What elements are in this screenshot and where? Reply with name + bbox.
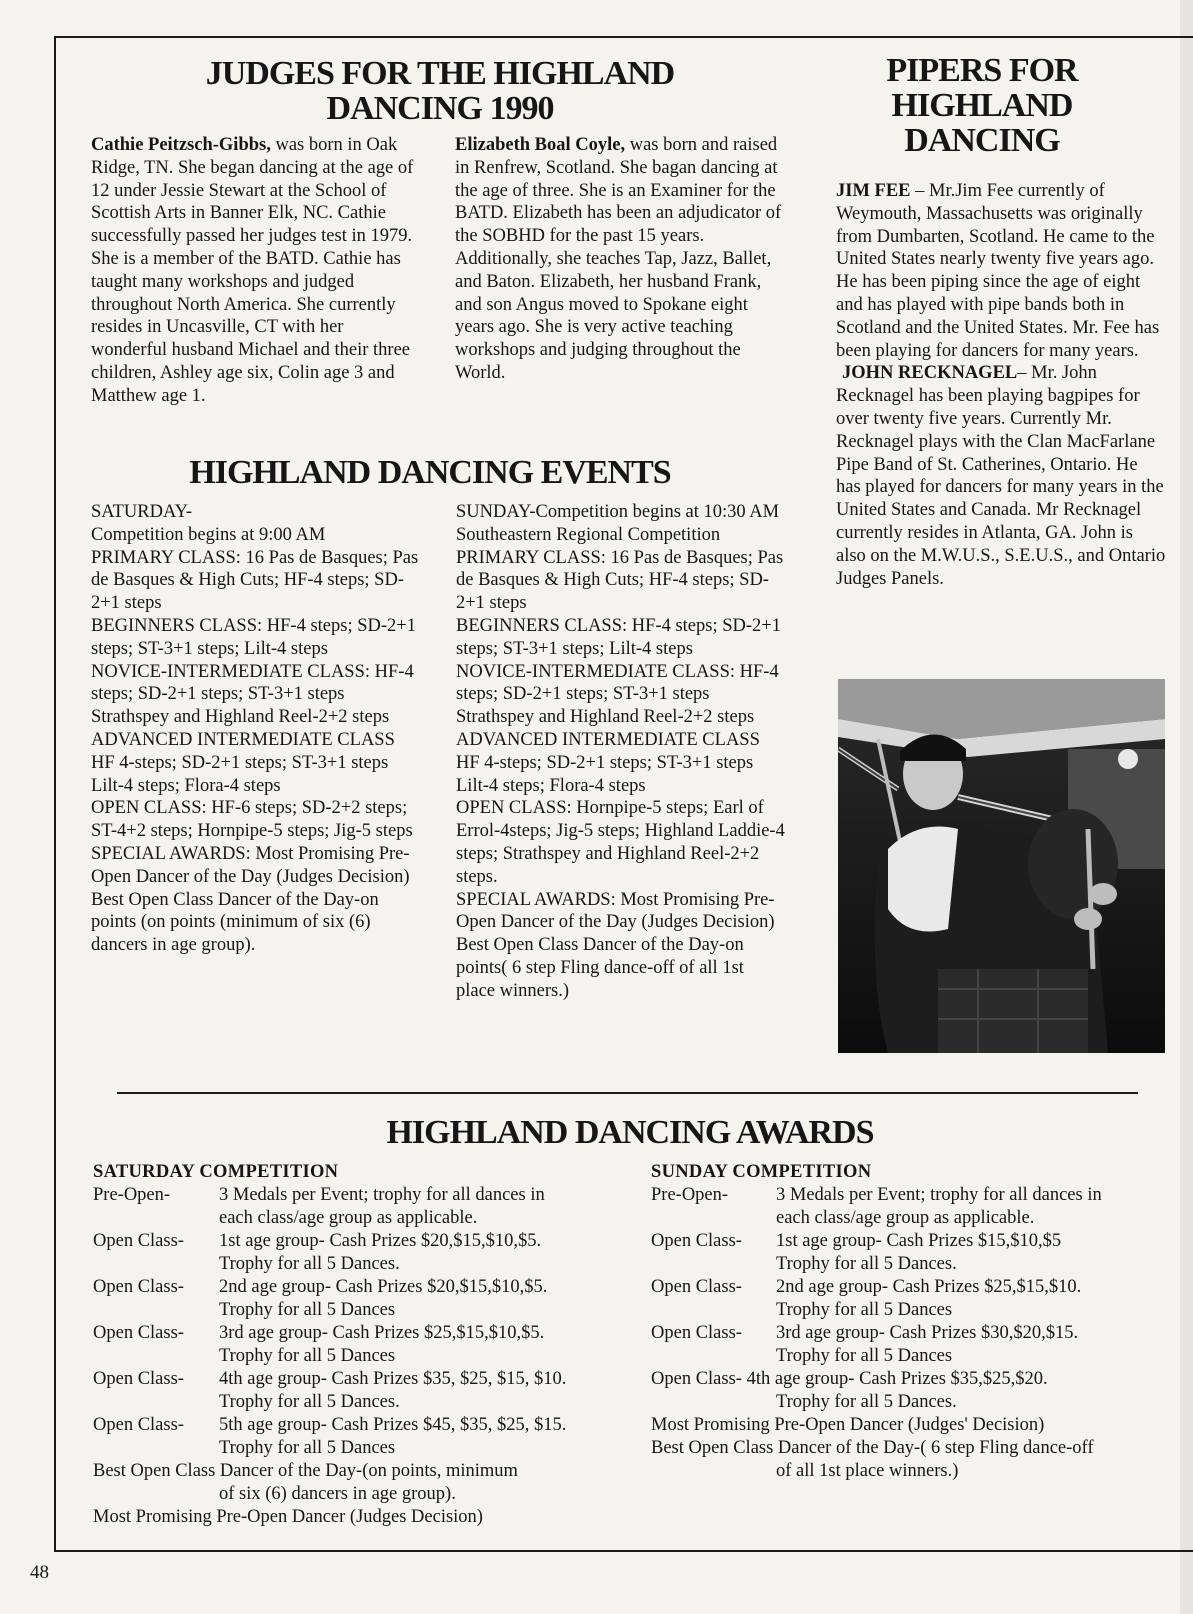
award-line: Trophy for all 5 Dances. — [219, 1392, 400, 1412]
sunday-awards — [651, 1161, 1171, 1483]
sunday-event-line: OPEN CLASS: Hornpipe-5 steps; Earl of Errol-4steps; Jig-5 steps; Highland Laddie-4 steps; Strathspey and Highland Reel-2+2 steps. — [456, 798, 785, 887]
piper-name: JOHN RECKNAGEL — [842, 363, 1018, 384]
award-line: 3rd age group- Cash Prizes $30,$20,$15. — [776, 1323, 1079, 1343]
award-label: Open Class- — [651, 1231, 742, 1251]
saturday-event-line: Competition begins at 9:00 AM — [91, 524, 326, 545]
saturday-best-open-cont: of six (6) dancers in age group). — [219, 1484, 456, 1504]
saturday-events — [91, 501, 421, 957]
piper-bio-text: – Mr.Jim Fee currently of Weymouth, Massachusetts was originally from Dumbarten, Scotland. He came to the United States nearly twenty five years ago. He has been piping since the age of eight and has played with pipe bands both in Scotland and the United States. Mr. Fee has been playing for dancers for many years. — [836, 181, 1160, 361]
piper-bios — [836, 180, 1166, 590]
award-row — [93, 1414, 633, 1460]
award-line: 1st age group- Cash Prizes $20,$15,$10,$5. — [219, 1231, 542, 1251]
award-row — [651, 1184, 1171, 1230]
sunday-event-line: ADVANCED INTERMEDIATE CLASS HF 4-steps; SD-2+1 steps; ST-3+1 steps Lilt-4 steps; Flora-4 steps — [456, 729, 760, 796]
judges-heading: JUDGES FOR THE HIGHLAND DANCING 1990 — [205, 55, 675, 127]
award-label: Open Class- — [93, 1415, 184, 1435]
saturday-event-line: NOVICE-INTERMEDIATE CLASS: HF-4 steps; SD-2+1 steps; ST-3+1 steps Strathspey and Highland Reel-2+2 steps — [91, 661, 414, 728]
award-label: Open Class- — [651, 1323, 742, 1343]
award-row — [651, 1230, 1171, 1276]
saturday-awards-heading: SATURDAY COMPETITION — [93, 1162, 339, 1182]
award-row — [93, 1230, 633, 1276]
sunday-events — [456, 501, 786, 1003]
sunday-best-open: Best Open Class Dancer of the Day-( 6 step Fling dance-off — [651, 1438, 1094, 1458]
award-line: Trophy for all 5 Dances — [219, 1300, 396, 1320]
award-label: Open Class- — [93, 1369, 184, 1389]
award-line: 3rd age group- Cash Prizes $25,$15,$10,$5. — [219, 1323, 545, 1343]
saturday-event-line: OPEN CLASS: HF-6 steps; SD-2+2 steps; ST-4+2 steps; Hornpipe-5 steps; Jig-5 steps — [91, 798, 413, 842]
award-line: 3 Medals per Event; trophy for all dances in — [776, 1185, 1102, 1205]
saturday-awards — [93, 1161, 633, 1529]
award-line: 5th age group- Cash Prizes $45, $35, $25, $15. — [219, 1415, 567, 1435]
award-row — [93, 1184, 633, 1230]
award-line: Trophy for all 5 Dances — [219, 1346, 396, 1366]
judge-name: Elizabeth Boal Coyle, — [455, 135, 626, 155]
sunday-event-line: NOVICE-INTERMEDIATE CLASS: HF-4 steps; SD-2+1 steps; ST-3+1 steps Strathspey and Highland Reel-2+2 steps — [456, 661, 779, 728]
award-label: Open Class- — [93, 1323, 184, 1343]
events-heading: HIGHLAND DANCING EVENTS — [189, 454, 671, 491]
judge-bio-cathie — [91, 134, 421, 408]
pipers-heading: PIPERS FOR HIGHLAND DANCING — [886, 52, 1078, 159]
award-line: 2nd age group- Cash Prizes $20,$15,$10,$5. — [219, 1277, 548, 1297]
award-row — [651, 1276, 1171, 1322]
judge-bio-text: was born and raised in Renfrew, Scotland. She bagan dancing at the age of three. She is an Examiner for the BATD. Elizabeth has been an adjudicator of the SOBHD for the past 15 years. Additionally, she teaches Tap, Jazz, Ballet, and Baton. Elizabeth, her husband Frank, and son Angus moved to Spokane eight years ago. She is very active teaching workshops and judging throughout the World. — [455, 135, 782, 383]
award-line: Trophy for all 5 Dances — [219, 1438, 396, 1458]
saturday-most-promising: Most Promising Pre-Open Dancer (Judges Decision) — [93, 1507, 483, 1527]
awards-heading: HIGHLAND DANCING AWARDS — [386, 1114, 874, 1151]
saturday-event-line: SATURDAY- — [91, 502, 193, 522]
judge-name: Cathie Peitzsch-Gibbs, — [91, 135, 271, 155]
award-line: 4th age group- Cash Prizes $35, $25, $15, $10. — [219, 1369, 567, 1389]
piper-name: JIM FEE — [836, 181, 911, 201]
award-label: Pre-Open- — [651, 1185, 729, 1205]
award-row — [93, 1322, 633, 1368]
judge-bio-text: was born in Oak Ridge, TN. She began dancing at the age of 12 under Jessie Stewart at the School of Scottish Arts in Banner Elk, NC. Cathie successfully passed her judges test in 1979. She is a member of the BATD. Cathie has taught many workshops and judged throughout North America. She currently resides in Uncasville, CT with her wonderful husband Michael and their three children, Ashley age six, Colin age 3 and Matthew age 1. — [91, 135, 414, 406]
piper-bio-text: – Mr. John Recknagel has been playing bagpipes for over twenty five years. Currently Mr. Recknagel plays with the Clan MacFarlane Pipe Band of St. Catherines, Ontario. He has played for dancers for many years in the United States and Canada. Mr Recknagel currently resides in Atlanta, GA. John is also on the M.W.U.S., S.E.U.S., and Ontario Judges Panels. — [836, 363, 1166, 589]
award-label: Open Class- — [93, 1231, 184, 1251]
sunday-open4-cont: Trophy for all 5 Dances. — [776, 1392, 957, 1412]
award-line: 4th age group- Cash Prizes $35,$25,$20. — [741, 1369, 1048, 1389]
sunday-best-open-cont: of all 1st place winners.) — [776, 1461, 959, 1481]
award-line: Trophy for all 5 Dances. — [776, 1254, 957, 1274]
sunday-most-promising: Most Promising Pre-Open Dancer (Judges' Decision) — [651, 1415, 1045, 1435]
sunday-event-line: PRIMARY CLASS: 16 Pas de Basques; Pas de Basques & High Cuts; HF-4 steps; SD-2+1 steps — [456, 547, 784, 614]
award-line: 3 Medals per Event; trophy for all dances in — [219, 1185, 545, 1205]
sunday-event-line: SPECIAL AWARDS: Most Promising Pre-Open Dancer of the Day (Judges Decision) Best Open Class Dancer of the Day-on points( 6 step Fling dance-off of all 1st place winners.) — [456, 889, 775, 1001]
section-divider — [117, 1092, 1138, 1094]
award-label: Open Class- — [651, 1277, 742, 1297]
award-line: 1st age group- Cash Prizes $15,$10,$5 — [776, 1231, 1062, 1251]
sunday-awards-heading: SUNDAY COMPETITION — [651, 1162, 872, 1182]
award-line: Trophy for all 5 Dances. — [219, 1254, 400, 1274]
saturday-event-line: SPECIAL AWARDS: Most Promising Pre-Open Dancer of the Day (Judges Decision) Best Open Class Dancer of the Day-on points (on points (minimum of six (6) dancers in age group). — [91, 843, 410, 956]
award-label: Open Class- — [93, 1277, 184, 1297]
saturday-event-line: ADVANCED INTERMEDIATE CLASS HF 4-steps; SD-2+1 steps; ST-3+1 steps Lilt-4 steps; Flora-4 steps — [91, 729, 395, 796]
sunday-event-line: SUNDAY-Competition begins at 10:30 AM Southeastern Regional Competition — [456, 502, 780, 545]
award-line: Trophy for all 5 Dances — [776, 1346, 953, 1366]
saturday-best-open: Best Open Class Dancer of the Day-(on points, minimum — [93, 1461, 518, 1481]
award-label: Pre-Open- — [93, 1185, 171, 1205]
award-line: each class/age group as applicable. — [776, 1208, 1035, 1228]
sunday-open4 — [651, 1368, 1171, 1391]
sunday-event-line: BEGINNERS CLASS: HF-4 steps; SD-2+1 steps; ST-3+1 steps; Lilt-4 steps — [456, 615, 781, 659]
award-row — [93, 1368, 633, 1414]
award-label: Open Class- — [651, 1369, 742, 1389]
award-line: each class/age group as applicable. — [219, 1208, 478, 1228]
award-line: 2nd age group- Cash Prizes $25,$15,$10. — [776, 1277, 1082, 1297]
page-number: 48 — [30, 1562, 49, 1583]
award-row — [93, 1276, 633, 1322]
saturday-event-line: PRIMARY CLASS: 16 Pas de Basques; Pas de Basques & High Cuts; HF-4 steps; SD-2+1 steps — [91, 547, 419, 614]
award-line: Trophy for all 5 Dances — [776, 1300, 953, 1320]
bagpiper-illustration — [838, 679, 1165, 1053]
judge-bio-elizabeth — [455, 134, 785, 385]
award-row — [651, 1322, 1171, 1368]
bagpiper-photo — [838, 679, 1165, 1053]
saturday-event-line: BEGINNERS CLASS: HF-4 steps; SD-2+1 steps; ST-3+1 steps; Lilt-4 steps — [91, 615, 416, 659]
